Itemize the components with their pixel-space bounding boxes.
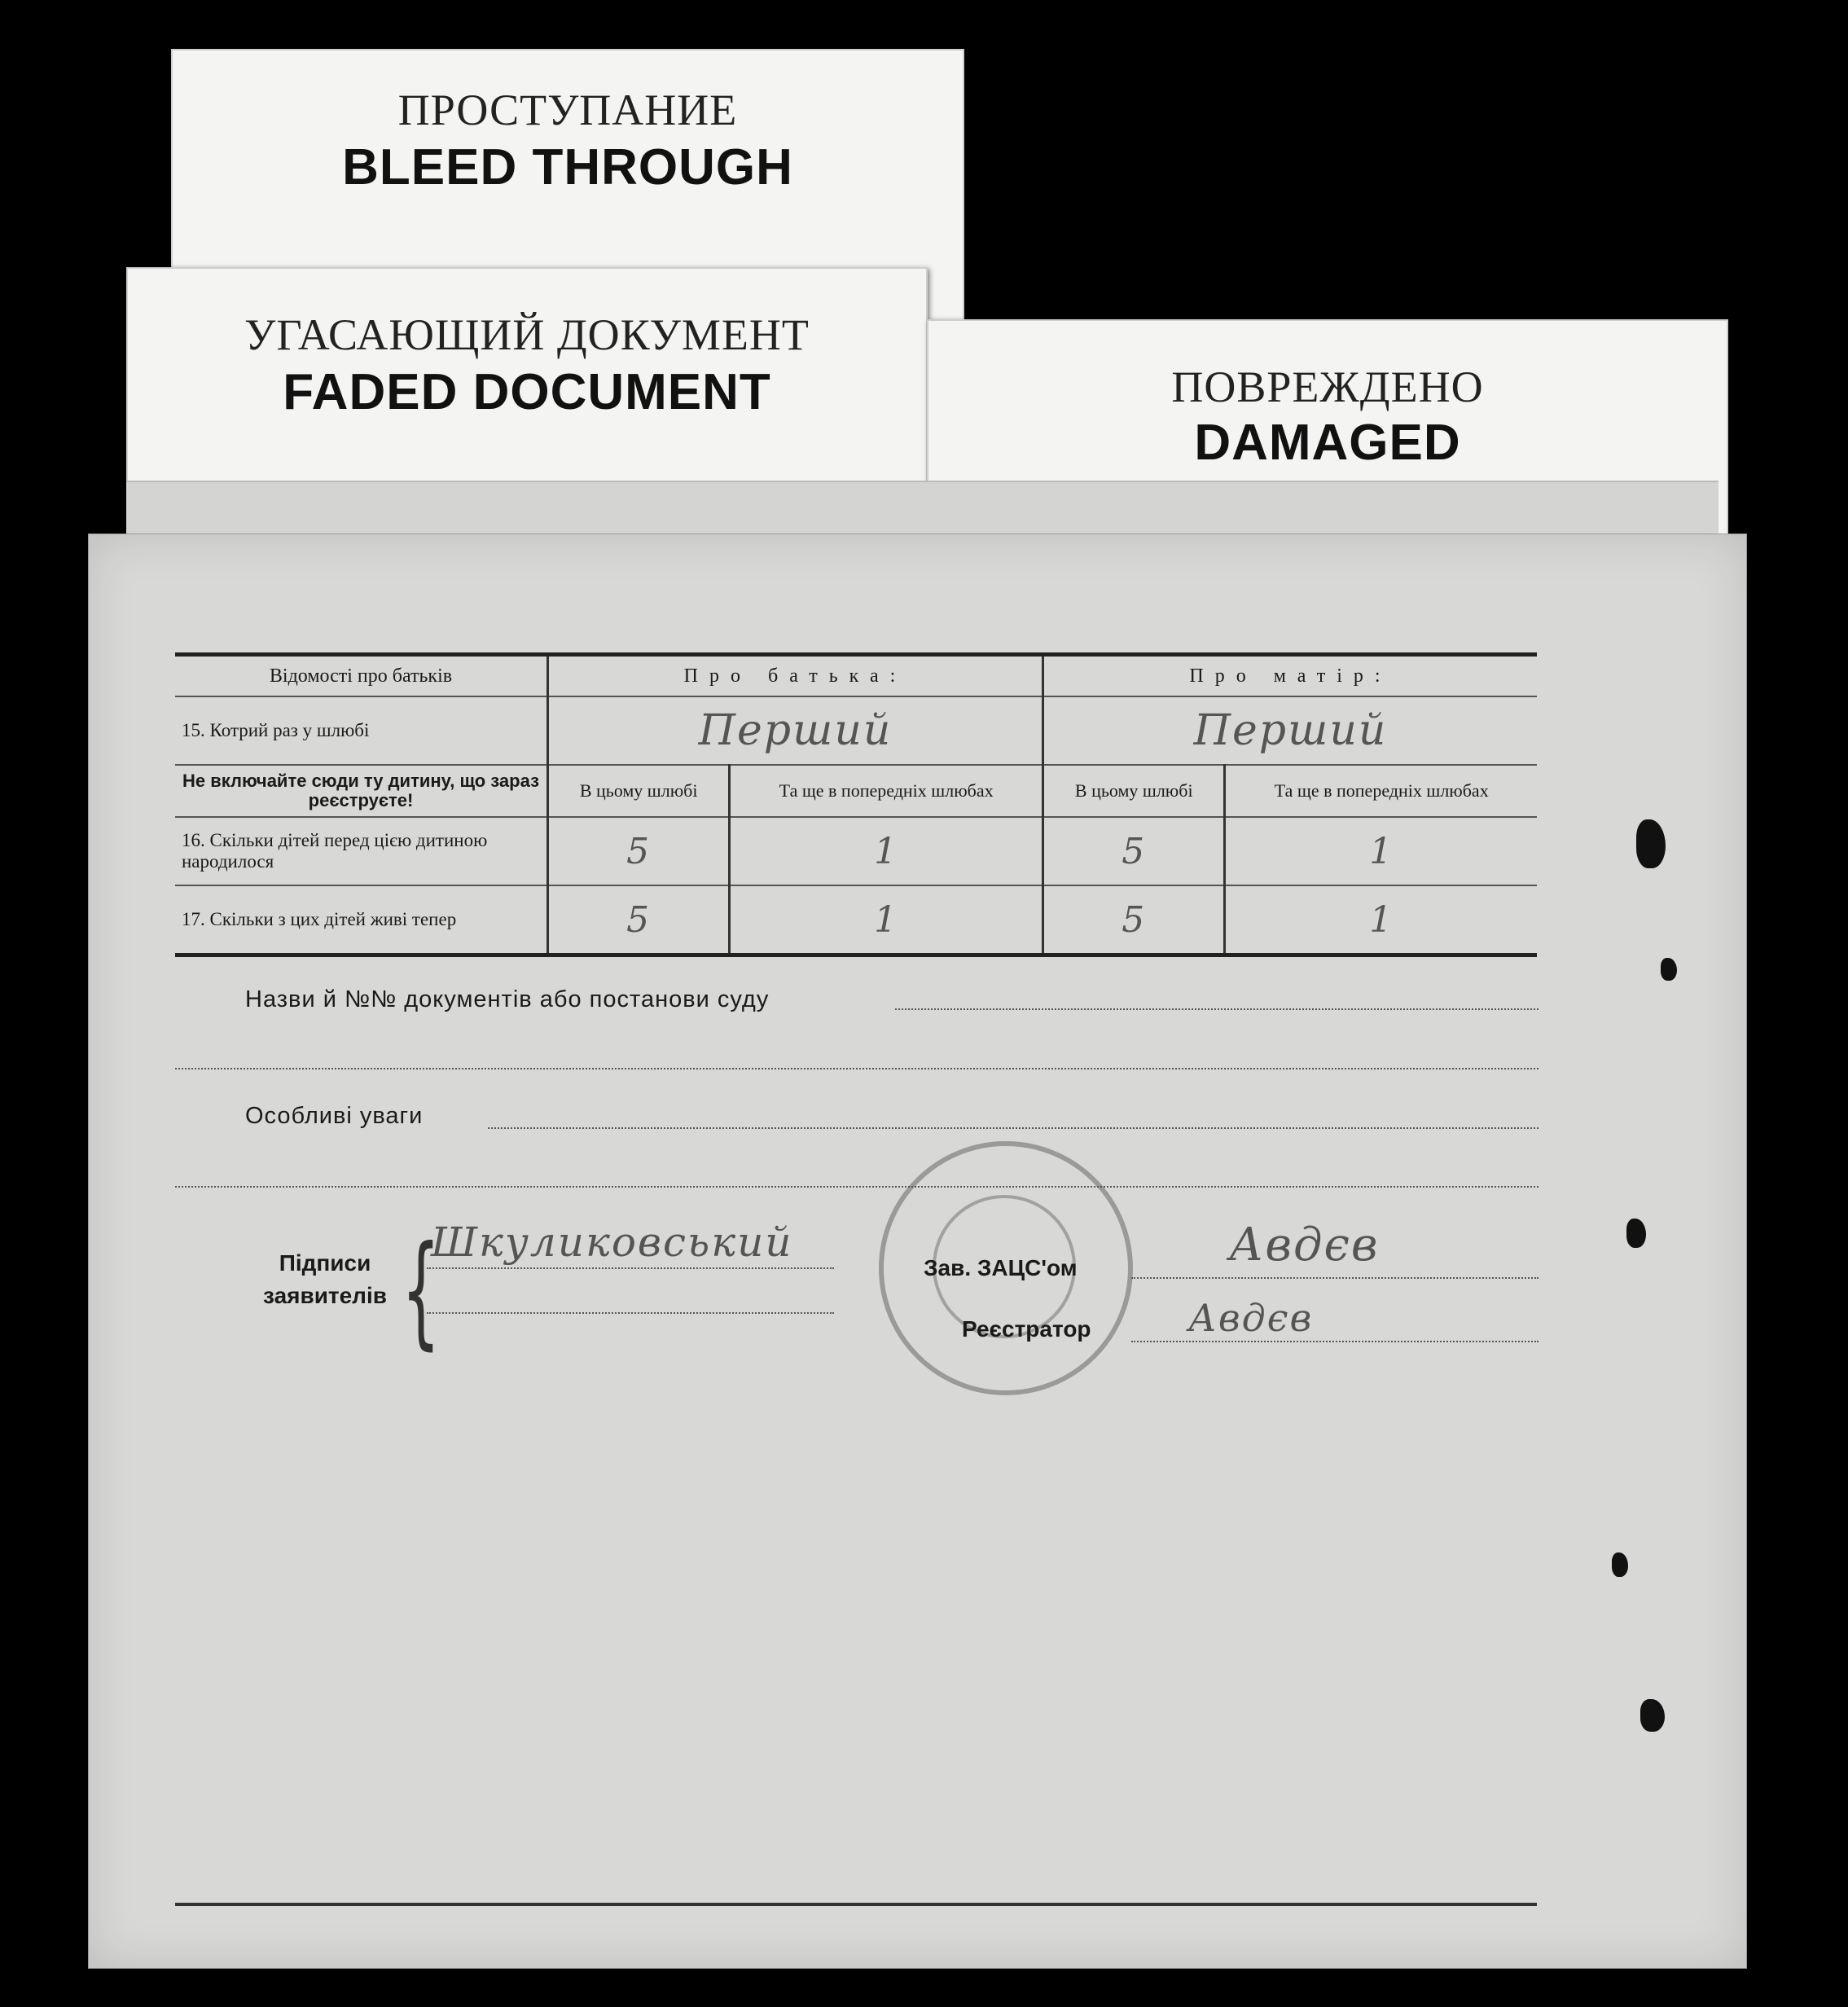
applicant-line-1 xyxy=(427,1267,834,1269)
row-15-label: 15. Котрий раз у шлюбі xyxy=(175,696,548,765)
head-line xyxy=(1131,1277,1539,1279)
damage-hole xyxy=(1640,1699,1665,1732)
damaged-ru: ПОВРЕЖДЕНО xyxy=(1171,362,1484,411)
damage-hole xyxy=(1661,958,1677,981)
damage-hole xyxy=(1636,819,1666,868)
row-15-mother-value: Перший xyxy=(1193,706,1388,755)
table-header-row xyxy=(175,655,1537,697)
row-16-father-this xyxy=(548,817,730,885)
bottom-rule xyxy=(175,1903,1537,1906)
table-row-16 xyxy=(175,817,1537,885)
table-row-17 xyxy=(175,885,1537,955)
row-17-label: 17. Скільки з цих дітей живі тепер xyxy=(182,909,457,929)
table-row-15 xyxy=(175,696,1537,765)
row-16-mother-prev xyxy=(1225,817,1537,885)
row-17-father-prev-value: 1 xyxy=(874,898,899,941)
row-17-mother-prev-value: 1 xyxy=(1369,898,1394,941)
bleed-through-ru: ПРОСТУПАНИЕ xyxy=(397,86,738,134)
row-15-father-value: Перший xyxy=(698,706,893,755)
header-mother: Про матір: xyxy=(1043,655,1537,697)
damage-hole xyxy=(1626,1219,1646,1248)
documents-line-2 xyxy=(175,1068,1539,1069)
row-16-mother-this xyxy=(1043,817,1225,885)
remarks-line-1 xyxy=(488,1127,1539,1129)
documents-line-1 xyxy=(895,1008,1539,1010)
faded-document-ru: УГАСАЮЩИЙ ДОКУМЕНТ xyxy=(244,310,810,359)
applicant-signature: Шкуликовський xyxy=(431,1219,793,1266)
faded-document-en: FADED DOCUMENT xyxy=(283,364,771,420)
registrar-label: Реєстратор xyxy=(962,1316,1091,1342)
damage-hole xyxy=(1612,1552,1628,1577)
subheader-note: Не включайте сюди ту дитину, що зараз реєструєте! xyxy=(175,765,548,817)
row-17-father-prev xyxy=(730,885,1043,955)
row-16-mother-this-value: 5 xyxy=(1122,830,1147,872)
subheader-mother-previous: Та ще в попередніх шлюбах xyxy=(1225,765,1537,817)
row-16-label: 16. Скільки дітей перед цією дитиною народилося xyxy=(175,817,548,885)
head-signature: Авдєв xyxy=(1229,1219,1380,1271)
row-17-father-this xyxy=(548,885,730,955)
brace-icon: { xyxy=(401,1220,441,1362)
row-16-father-prev xyxy=(730,817,1043,885)
registrar-line xyxy=(1131,1341,1539,1342)
row-16-father-this-value: 5 xyxy=(626,830,652,872)
remarks-line-2 xyxy=(175,1186,1539,1188)
bleed-through-en: BLEED THROUGH xyxy=(342,139,793,195)
documents-label: Назви й №№ документів або постанови суду xyxy=(245,986,770,1012)
row-16-mother-prev-value: 1 xyxy=(1369,830,1394,872)
subheader-mother-this: В цьому шлюбі xyxy=(1043,765,1225,817)
row-17-mother-prev xyxy=(1225,885,1537,955)
head-zags-label: Зав. ЗАЦС'ом xyxy=(924,1255,1078,1280)
row-17-mother-this-value: 5 xyxy=(1122,898,1147,941)
row-15-mother xyxy=(1043,696,1537,765)
remarks-label: Особливі уваги xyxy=(245,1103,424,1129)
applicants-signatures-label: Підписи заявителів xyxy=(263,1250,387,1308)
row-16-father-prev-value: 1 xyxy=(874,830,899,872)
registrar-signature: Авдєв xyxy=(1188,1296,1314,1340)
subheader-father-previous: Та ще в попередніх шлюбах xyxy=(730,765,1043,817)
table-subheader-row xyxy=(175,765,1537,817)
applicant-line-2 xyxy=(427,1312,834,1314)
row-17-father-this-value: 5 xyxy=(626,898,652,941)
row-17-mother-this xyxy=(1043,885,1225,955)
damaged-en: DAMAGED xyxy=(1194,415,1461,471)
header-parents-info: Відомості про батьків xyxy=(175,655,548,697)
parents-info-table xyxy=(175,652,1537,957)
document-sheet xyxy=(88,534,1747,1969)
row-15-father xyxy=(548,696,1043,765)
subheader-father-this: В цьому шлюбі xyxy=(548,765,730,817)
header-father: Про батька: xyxy=(548,655,1043,697)
